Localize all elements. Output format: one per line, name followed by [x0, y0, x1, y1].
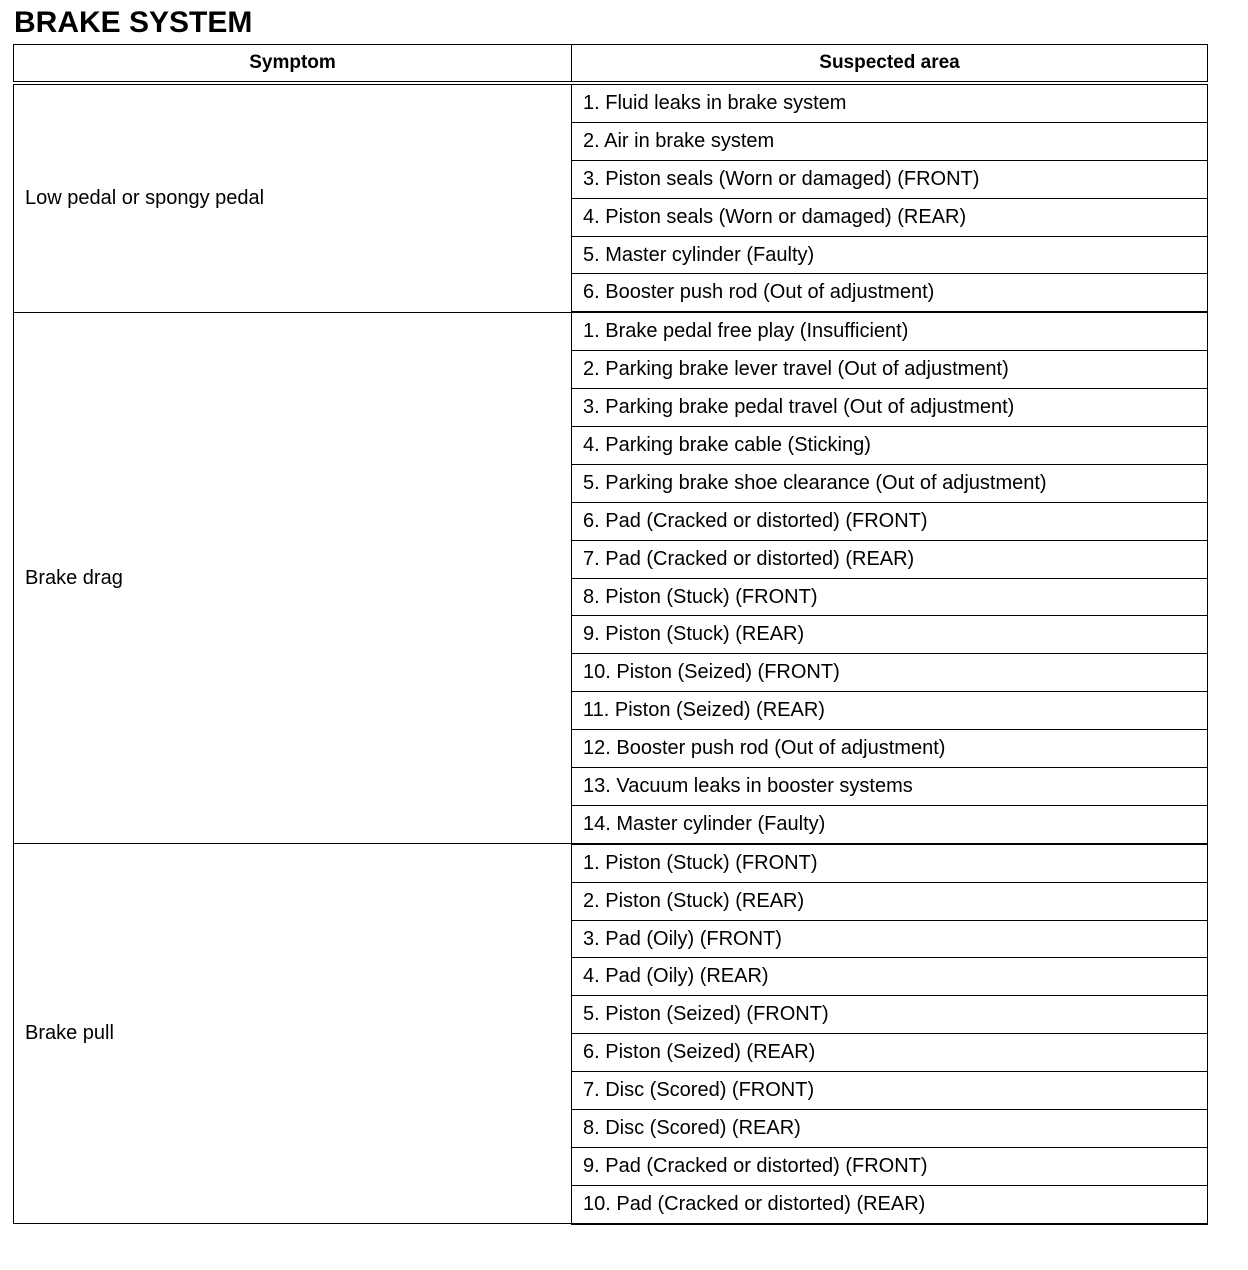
table-body: [14, 83, 1208, 1224]
suspected-area-cell: 2. Air in brake system: [572, 122, 1208, 160]
suspected-area-cell: 10. Piston (Seized) (FRONT): [572, 654, 1208, 692]
table-header-row: [14, 45, 1208, 84]
suspected-area-cell: 7. Pad (Cracked or distorted) (REAR): [572, 540, 1208, 578]
suspected-area-cell: 4. Pad (Oily) (REAR): [572, 958, 1208, 996]
suspected-area-cell: 9. Piston (Stuck) (REAR): [572, 616, 1208, 654]
symptom-cell: Brake pull: [14, 844, 572, 1224]
suspected-area-cell: 5. Master cylinder (Faulty): [572, 236, 1208, 274]
suspected-area-cell: 4. Piston seals (Worn or damaged) (REAR): [572, 198, 1208, 236]
table-row: [14, 83, 1208, 122]
suspected-area-cell: 6. Pad (Cracked or distorted) (FRONT): [572, 502, 1208, 540]
suspected-area-cell: 12. Booster push rod (Out of adjustment): [572, 730, 1208, 768]
suspected-area-cell: 7. Disc (Scored) (FRONT): [572, 1072, 1208, 1110]
suspected-area-cell: 5. Piston (Seized) (FRONT): [572, 996, 1208, 1034]
suspected-area-cell: 11. Piston (Seized) (REAR): [572, 692, 1208, 730]
suspected-area-cell: 10. Pad (Cracked or distorted) (REAR): [572, 1185, 1208, 1223]
symptom-cell: Brake drag: [14, 312, 572, 843]
suspected-area-cell: 3. Piston seals (Worn or damaged) (FRONT): [572, 160, 1208, 198]
suspected-area-cell: 2. Parking brake lever travel (Out of adjustment): [572, 351, 1208, 389]
suspected-area-cell: 1. Brake pedal free play (Insufficient): [572, 312, 1208, 350]
suspected-area-cell: 2. Piston (Stuck) (REAR): [572, 882, 1208, 920]
troubleshooting-table: [13, 44, 1208, 1225]
table-row: [14, 312, 1208, 350]
header-symptom: Symptom: [14, 45, 572, 84]
table-row: [14, 844, 1208, 882]
suspected-area-cell: 9. Pad (Cracked or distorted) (FRONT): [572, 1147, 1208, 1185]
suspected-area-cell: 5. Parking brake shoe clearance (Out of adjustment): [572, 464, 1208, 502]
suspected-area-cell: 8. Piston (Stuck) (FRONT): [572, 578, 1208, 616]
suspected-area-cell: 1. Piston (Stuck) (FRONT): [572, 844, 1208, 882]
suspected-area-cell: 4. Parking brake cable (Sticking): [572, 427, 1208, 465]
suspected-area-cell: 3. Pad (Oily) (FRONT): [572, 920, 1208, 958]
page-title: BRAKE SYSTEM: [14, 6, 253, 39]
suspected-area-cell: 8. Disc (Scored) (REAR): [572, 1110, 1208, 1148]
suspected-area-cell: 14. Master cylinder (Faulty): [572, 805, 1208, 843]
suspected-area-cell: 6. Piston (Seized) (REAR): [572, 1034, 1208, 1072]
header-suspected-area: Suspected area: [572, 45, 1208, 84]
suspected-area-cell: 1. Fluid leaks in brake system: [572, 83, 1208, 122]
suspected-area-cell: 13. Vacuum leaks in booster systems: [572, 768, 1208, 806]
symptom-cell: Low pedal or spongy pedal: [14, 83, 572, 312]
suspected-area-cell: 3. Parking brake pedal travel (Out of adjustment): [572, 389, 1208, 427]
suspected-area-cell: 6. Booster push rod (Out of adjustment): [572, 274, 1208, 312]
